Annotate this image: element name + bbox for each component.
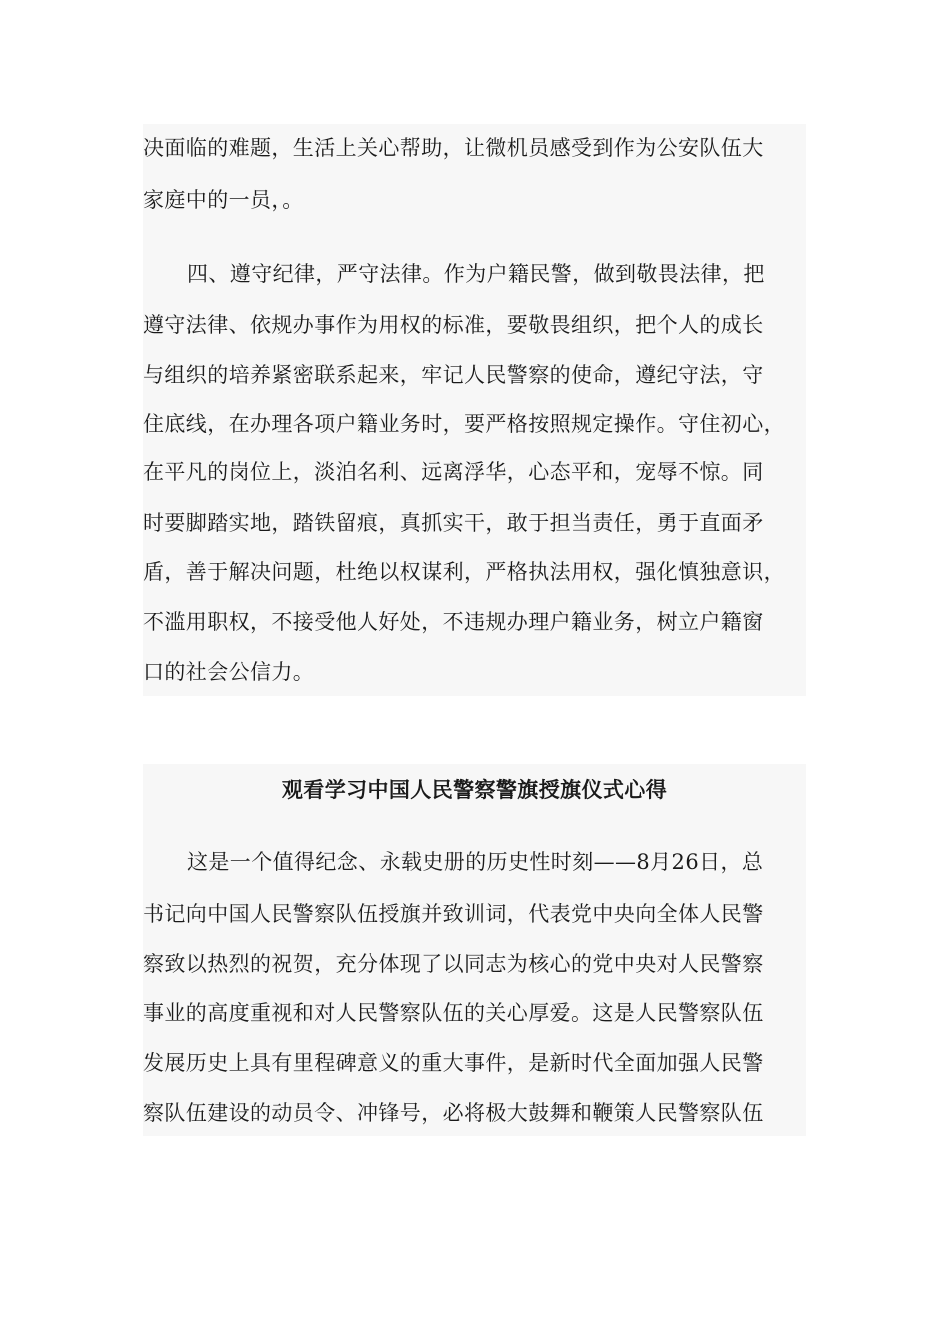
paragraph-line: 决面临的难题，生活上关心帮助，让微机员感受到作为公安队伍大 (143, 136, 764, 160)
paragraph-line: 与组织的培养紧密联系起来，牢记人民警察的使命，遵纪守法，守 (143, 363, 764, 387)
paragraph-line: 书记向中国人民警察队伍授旗并致训词，代表党中央向全体人民警 (143, 902, 764, 926)
paragraph-line: 这是一个值得纪念、永载史册的历史性时刻——8月26日，总 (187, 850, 764, 874)
paragraph-line: 事业的高度重视和对人民警察队伍的关心厚爱。这是人民警察队伍 (143, 1001, 764, 1025)
paragraph-line: 察致以热烈的祝贺，充分体现了以同志为核心的党中央对人民警察 (143, 952, 764, 976)
paragraph-line: 发展历史上具有里程碑意义的重大事件，是新时代全面加强人民警 (143, 1051, 764, 1075)
text-block-flag-ceremony (143, 764, 806, 1136)
paragraph-line: 四、遵守纪律，严守法律。作为户籍民警，做到敬畏法律，把 (187, 262, 765, 286)
paragraph-line: 在平凡的岗位上，淡泊名利、远离浮华，心态平和，宠辱不惊。同 (143, 460, 764, 484)
paragraph-line: 盾，善于解决问题，杜绝以权谋利，严格执法用权，强化慎独意识， (143, 560, 785, 584)
paragraph-line: 时要脚踏实地，踏铁留痕，真抓实干，敢于担当责任，勇于直面矛 (143, 511, 764, 535)
paragraph-line: 口的社会公信力。 (143, 660, 315, 684)
paragraph-line: 察队伍建设的动员令、冲锋号，必将极大鼓舞和鞭策人民警察队伍 (143, 1101, 764, 1125)
paragraph-line: 不滥用职权，不接受他人好处，不违规办理户籍业务，树立户籍窗 (143, 610, 764, 634)
paragraph-line: 家庭中的一员，。 (143, 188, 304, 212)
paragraph-line: 遵守法律、依规办事作为用权的标准，要敬畏组织，把个人的成长 (143, 313, 764, 337)
text-block-discipline (143, 124, 806, 696)
section-title: 观看学习中国人民警察警旗授旗仪式心得 (281, 777, 668, 802)
paragraph-line: 住底线，在办理各项户籍业务时，要严格按照规定操作。守住初心， (143, 412, 785, 436)
